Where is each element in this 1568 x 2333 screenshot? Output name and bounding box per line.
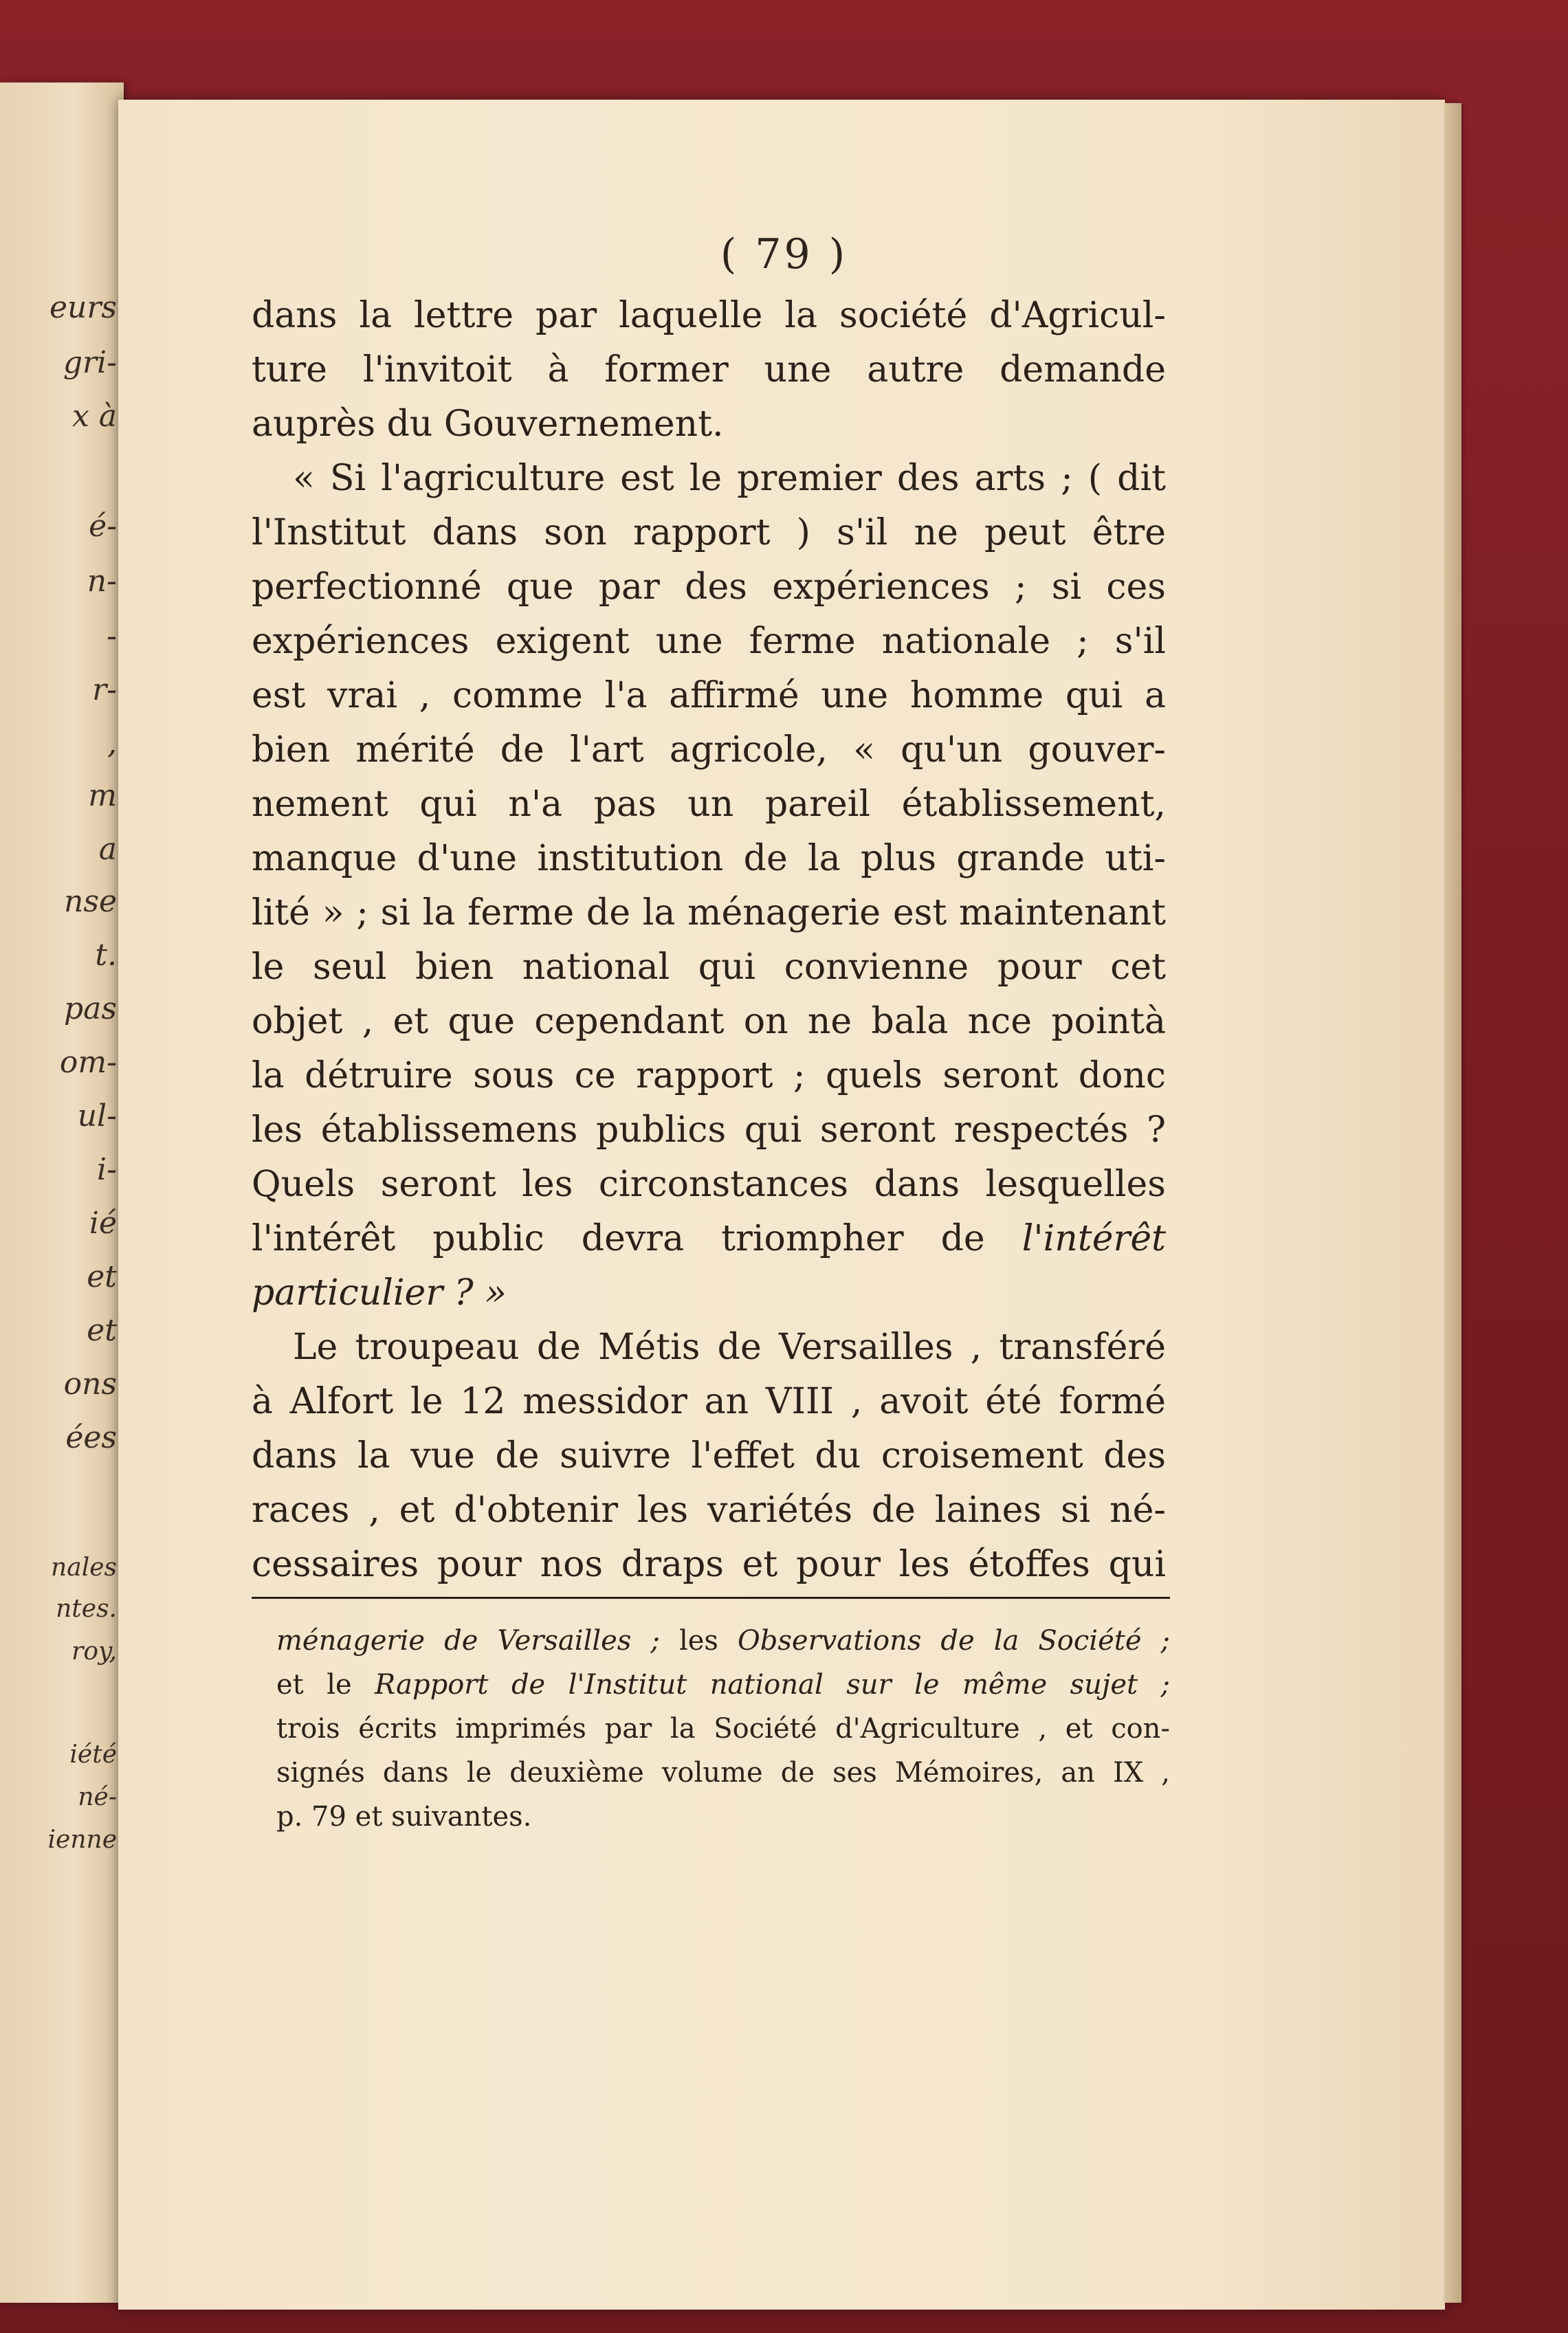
text-line: est vrai , comme l'a affirmé une homme qui a: [252, 675, 1166, 716]
margin-fragment: et: [87, 1313, 117, 1348]
text-line: ture l'invitoit à former une autre demande: [252, 349, 1166, 390]
footnote-line: p. 79 et suivantes.: [276, 1801, 532, 1833]
margin-fragment: ons: [63, 1367, 117, 1402]
margin-fragment: nales: [51, 1554, 117, 1582]
margin-fragment: ées: [65, 1420, 117, 1455]
text-segment: l'intérêt public devra triompher de: [252, 1218, 1022, 1259]
text-line: lité » ; si la ferme de la ménagerie est maintenant: [252, 892, 1166, 933]
page-thickness-edge: [1445, 103, 1461, 2303]
text-line: dans la vue de suivre l'effet du croisement des: [252, 1435, 1166, 1477]
margin-fragment: r-: [92, 672, 117, 707]
margin-fragment: m: [88, 778, 117, 813]
margin-fragment: ienne: [47, 1826, 117, 1854]
margin-fragment: pas: [64, 991, 117, 1026]
margin-fragment: x à: [71, 399, 117, 434]
left-page-edge: [0, 82, 124, 2303]
footnote-line: signés dans le deuxième volume de ses Mémoires, an IX ,: [276, 1757, 1170, 1789]
margin-fragment: iété: [69, 1740, 117, 1769]
margin-fragment: -: [107, 619, 117, 654]
text-line: objet , et que cependant on ne bala nce pointà: [252, 1001, 1166, 1042]
text-line: cessaires pour nos draps et pour les étoffes qui: [252, 1544, 1166, 1585]
text-line: les établissemens publics qui seront respectés ?: [252, 1109, 1166, 1151]
text-line: l'Institut dans son rapport ) s'il ne peut être: [252, 512, 1166, 553]
margin-fragment: eurs: [49, 290, 117, 325]
margin-fragment: ié: [89, 1206, 117, 1241]
footnote-line: [276, 1619, 1170, 1663]
margin-fragment: ul-: [77, 1098, 117, 1134]
text-line: auprès du Gouvernement.: [252, 403, 724, 445]
text-line: nement qui n'a pas un pareil établissement,: [252, 784, 1166, 825]
margin-fragment: ,: [107, 726, 117, 761]
text-line: dans la lettre par laquelle la société d'Agricul-: [252, 295, 1166, 336]
footnote-italic: Rapport de l'Institut national sur le même sujet ;: [375, 1669, 1171, 1701]
text-line: « Si l'agriculture est le premier des arts ; ( dit: [293, 458, 1166, 499]
body-text: [252, 289, 1166, 1592]
footnote-italic: Observations de la Société ;: [737, 1625, 1171, 1657]
margin-fragment: é-: [89, 509, 117, 544]
text-line: Quels seront les circonstances dans lesquelles: [252, 1164, 1166, 1205]
margin-fragment: roy,: [71, 1637, 117, 1666]
text-line: Le troupeau de Métis de Versailles , transféré: [293, 1327, 1166, 1368]
text-line: manque d'une institution de la plus grande uti-: [252, 838, 1166, 879]
text-line: la détruire sous ce rapport ; quels seront donc: [252, 1055, 1166, 1096]
margin-fragment: né-: [78, 1783, 117, 1811]
text-line: bien mérité de l'art agricole, « qu'un gouver-: [252, 729, 1166, 771]
margin-fragment: gri-: [63, 345, 117, 380]
footnote-rule: [252, 1597, 1170, 1599]
footnote-text: et le: [276, 1669, 375, 1701]
footnote-line: trois écrits imprimés par la Société d'Agriculture , et con-: [276, 1713, 1170, 1745]
text-line: le seul bien national qui convienne pour cet: [252, 947, 1166, 988]
text-line: particulier ? »: [252, 1272, 507, 1314]
margin-fragment: n-: [87, 564, 117, 599]
margin-fragment: a: [98, 832, 117, 867]
text-line: [252, 1212, 1166, 1266]
margin-fragment: ntes.: [56, 1595, 117, 1623]
text-line: expériences exigent une ferme nationale ; s'il: [252, 621, 1166, 662]
footnote-italic: ménagerie de Versailles ;: [276, 1625, 660, 1657]
margin-fragment: nse: [64, 884, 117, 919]
italic-term: l'intérêt: [1022, 1218, 1166, 1259]
margin-fragment: et: [87, 1259, 117, 1294]
margin-fragment: i-: [97, 1152, 117, 1187]
text-line: perfectionné que par des expériences ; si ces: [252, 566, 1166, 608]
text-line: à Alfort le 12 messidor an VIII , avoit été formé: [252, 1381, 1166, 1422]
footnote-line: [276, 1663, 1170, 1707]
page-number: ( 79 ): [720, 230, 848, 278]
footnote: [276, 1619, 1170, 1839]
text-line: races , et d'obtenir les variétés de laines si né-: [252, 1490, 1166, 1531]
margin-fragment: t.: [95, 938, 117, 973]
margin-fragment: om-: [59, 1045, 117, 1080]
footnote-text: les: [659, 1625, 738, 1657]
